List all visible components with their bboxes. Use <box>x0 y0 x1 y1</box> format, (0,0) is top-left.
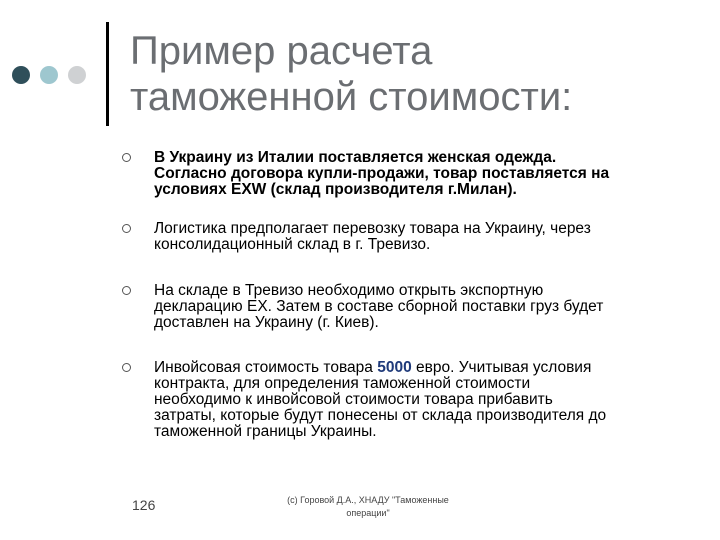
bullet-circle-icon <box>122 286 131 295</box>
bullet-circle-icon <box>122 224 131 233</box>
bullet-3-line-1: На складе в Тревизо необходимо открыть экспортную <box>154 282 544 299</box>
bullet-circle-icon <box>122 153 131 162</box>
bullet-2-line-1: Логистика предполагает перевозку товара на Украину, через <box>154 220 591 237</box>
bullet-item-3 <box>118 283 678 331</box>
title-divider <box>106 22 109 126</box>
bullet-3-line-2: декларацию EX. Затем в составе сборной поставки груз будет <box>154 298 604 315</box>
bullet-item-1 <box>118 150 678 198</box>
bullet-4-line-2: контракта, для определения таможенной стоимости <box>154 375 531 392</box>
footer-line-1: (с) Горовой Д.А., ХНАДУ "Таможенные <box>287 495 449 505</box>
bullet-4-line-5: таможенной границы Украины. <box>154 423 377 440</box>
bullet-item-4 <box>118 360 678 440</box>
footer-line-2: операции" <box>346 508 390 518</box>
bullet-1-line-3: условиях EXW (склад производителя г.Милан). <box>154 181 517 198</box>
page-number: 126 <box>132 497 156 513</box>
slide-title <box>130 28 690 120</box>
dark-dot-icon <box>12 66 30 84</box>
footer-credit <box>260 494 476 520</box>
bullet-4-line-1-post: евро. Учитывая условия <box>411 359 592 376</box>
grey-dot-icon <box>68 66 86 84</box>
bullet-circle-icon <box>122 363 131 372</box>
title-line-2: таможенной стоимости <box>130 75 562 119</box>
decorative-dots <box>12 66 96 84</box>
teal-dot-icon <box>40 66 58 84</box>
bullet-item-2 <box>118 221 678 253</box>
title-line-1: Пример расчета <box>130 29 433 73</box>
invoice-value: 5000 <box>377 359 412 376</box>
bullet-1-line-2: Согласно договора купли-продажи, товар поставляется на <box>154 165 610 182</box>
bullet-2-line-2: консолидационный склад в г. Тревизо. <box>154 236 431 253</box>
bullet-4-line-4: затраты, которые будут понесены от склада производителя до <box>154 407 607 424</box>
bullet-3-line-3: доставлен на Украину (г. Киев). <box>154 314 379 331</box>
bullet-1-line-1: В Украину из Италии поставляется женская одежда. <box>154 149 557 166</box>
title-colon: : <box>561 75 573 119</box>
bullet-list <box>118 150 678 440</box>
bullet-4-line-3: необходимо к инвойсовой стоимости товара прибавить <box>154 391 553 408</box>
bullet-4-line-1-pre: Инвойсовая стоимость товара <box>154 359 378 376</box>
